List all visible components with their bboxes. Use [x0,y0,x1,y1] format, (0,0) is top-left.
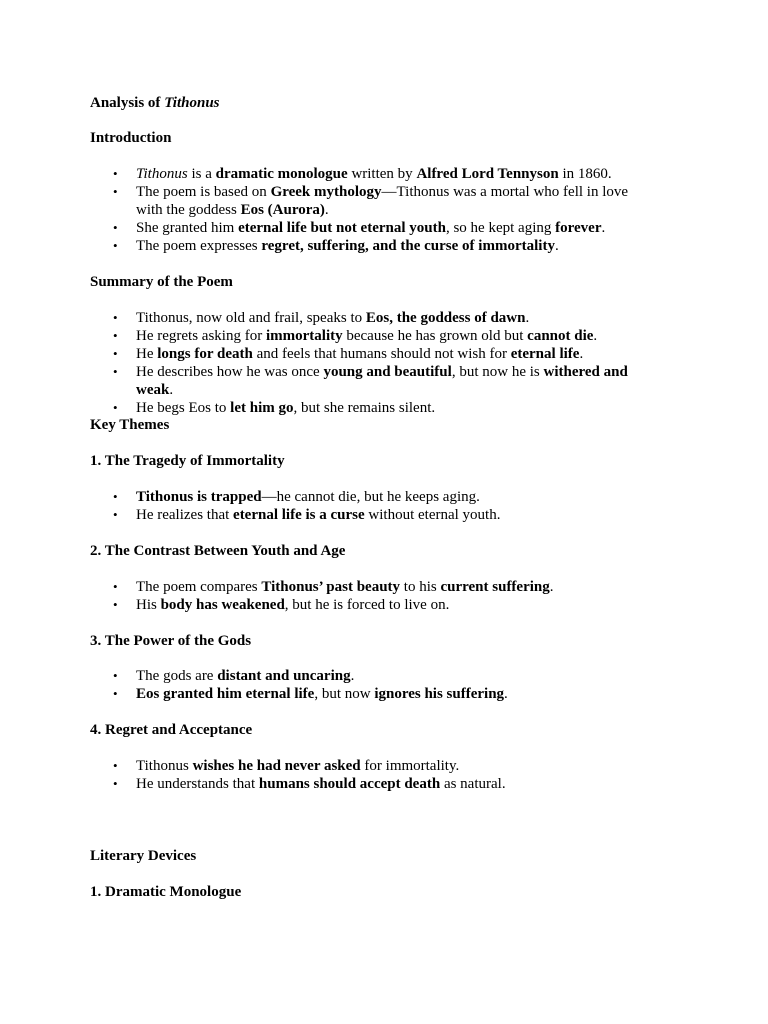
bullet-item [0,488,656,506]
text-run: without eternal youth. [364,507,501,523]
text-run: He understands that [136,776,259,792]
bullet-item [0,219,656,237]
emphasis-text: longs for death [157,346,253,362]
emphasis-text: ignores his suffering [374,686,505,702]
text-run: . [554,238,559,254]
bullet-item [0,667,656,685]
text-run: Tithonus, now old and frail, speaks to [136,310,366,326]
bullet-list-introduction [0,165,768,255]
text-run: , but now he is [451,364,544,380]
bullet-list-tragedy [0,488,768,524]
text-run: written by [347,166,417,182]
emphasis-text: wishes he had never asked [192,758,361,774]
text-run: . [324,202,329,218]
emphasis-text: Tithonus [136,166,188,182]
theme-heading-youth-age: 2. The Contrast Between Youth and Age [90,543,346,559]
text-run: , but she remains silent. [293,400,436,416]
text-run: His [136,597,161,613]
text-run: He begs Eos to [136,400,231,416]
bullet-list-gods [0,667,768,703]
bullet-item [0,775,656,793]
bullet-list-summary [0,309,768,417]
text-run: , so he kept aging [445,220,556,236]
theme-heading-gods: 3. The Power of the Gods [90,633,252,649]
text-run: The poem compares [136,579,262,595]
bullet-item [0,345,656,363]
text-run: . [579,346,584,362]
text-run: . [601,220,606,236]
text-run: , but he is forced to live on. [284,597,450,613]
text-run: . [593,328,598,344]
emphasis-text: Eos (Aurora) [240,202,325,218]
bullet-item [0,237,656,255]
emphasis-text: distant and uncaring [217,668,351,684]
text-run: He describes how he was once [136,364,324,380]
emphasis-text: withered and weak [136,364,628,398]
emphasis-text: young and beautiful [323,364,452,380]
emphasis-text: eternal life but not eternal youth [238,220,446,236]
text-run: —he cannot die, but he keeps aging. [261,489,480,505]
text-run: in 1860. [558,166,612,182]
text-run: is a [187,166,216,182]
theme-heading-tragedy: 1. The Tragedy of Immortality [90,453,285,469]
bullet-item [0,578,656,596]
emphasis-text: dramatic monologue [215,166,348,182]
emphasis-text: forever [555,220,602,236]
emphasis-text: body has weakened [160,597,285,613]
text-run: . [350,668,355,684]
text-run: Tithonus [136,758,193,774]
bullet-item [0,165,656,183]
section-heading-literary-devices: Literary Devices [90,848,197,864]
emphasis-text: let him go [230,400,294,416]
bullet-item [0,757,656,775]
bullet-item [0,363,656,399]
text-run: for immortality. [360,758,460,774]
bullet-item [0,506,656,524]
emphasis-text: Tithonus is trapped [136,489,262,505]
text-run: He regrets asking for [136,328,266,344]
theme-heading-regret: 4. Regret and Acceptance [90,722,253,738]
text-run: as natural. [440,776,506,792]
text-run: to his [400,579,441,595]
text-run: He realizes that [136,507,234,523]
bullet-list-regret [0,757,768,793]
text-run: —Tithonus was a mortal who fell in love with the goddess [136,184,629,218]
emphasis-text: Greek mythology [270,184,382,200]
document-title [90,94,220,112]
emphasis-text: Tithonus [164,95,220,111]
emphasis-text: cannot die [527,328,594,344]
text-run: . [525,310,530,326]
emphasis-text: eternal life is a curse [233,507,365,523]
text-run: He [136,346,158,362]
bullet-item [0,399,656,417]
text-run: The poem expresses [136,238,262,254]
device-heading-dramatic-monologue: 1. Dramatic Monologue [90,884,242,900]
bullet-item [0,309,656,327]
text-run: . [169,382,174,398]
bullet-item [0,596,656,614]
emphasis-text: humans should accept death [258,776,441,792]
emphasis-text: Tithonus’ past beauty [261,579,401,595]
section-heading-key-themes: Key Themes [90,417,170,433]
emphasis-text: immortality [265,328,343,344]
emphasis-text: regret, suffering, and the curse of immortality [261,238,555,254]
section-heading-summary: Summary of the Poem [90,274,233,290]
text-run: The poem is based on [136,184,271,200]
emphasis-text: Analysis of [90,95,165,111]
text-run: . [549,579,554,595]
emphasis-text: current suffering [440,579,550,595]
bullet-list-youth-age [0,578,768,614]
text-run: , but now [314,686,375,702]
text-run: The gods are [136,668,218,684]
bullet-item [0,327,656,345]
emphasis-text: Eos, the goddess of dawn [365,310,526,326]
text-run: because he has grown old but [342,328,528,344]
bullet-item [0,183,656,219]
text-run: She granted him [136,220,239,236]
emphasis-text: Alfred Lord Tennyson [416,166,559,182]
emphasis-text: eternal life [510,346,580,362]
text-run: . [504,686,508,702]
text-run: and feels that humans should not wish for [252,346,511,362]
bullet-item [0,685,656,703]
section-heading-introduction: Introduction [90,130,172,146]
emphasis-text: Eos granted him eternal life [136,686,315,702]
